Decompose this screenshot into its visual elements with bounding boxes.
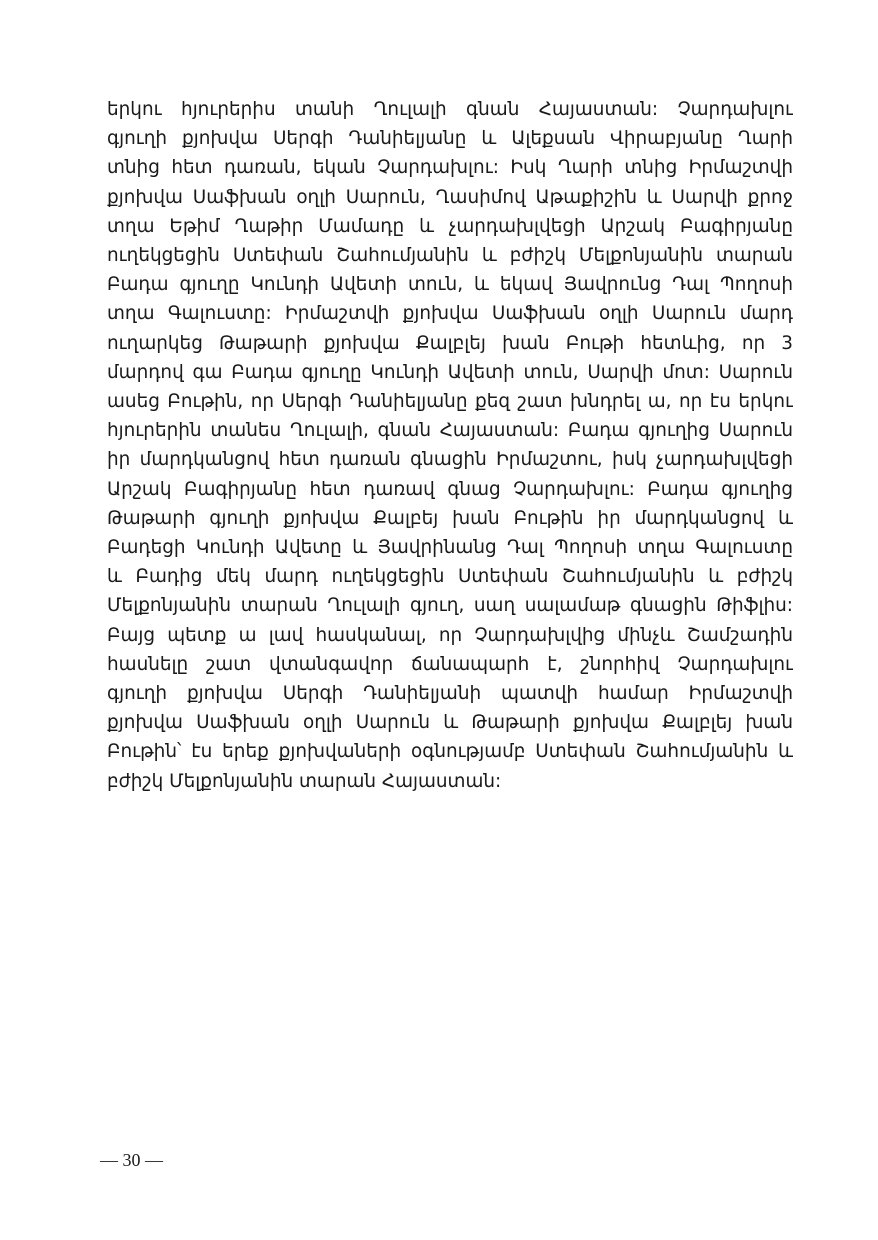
text-line: իր մարդկանցով հետ դառան գնացին Իրմաշտու, իսկ չարդախլվեցի bbox=[107, 449, 793, 471]
text-line: հասնելը շատ վտանգավոր ճանապարհ է, շնորհիվ Չարդախլու bbox=[107, 653, 793, 675]
text-line: տղա Եթիմ Ղաթիր Մամադը և չարդախլվեցի Արշակ Բագիրյանը bbox=[107, 215, 793, 237]
text-line: Բութին՝ էս երեք քյոխվաների օգնությամբ Ստեփան Շահումյանին և bbox=[107, 741, 793, 763]
text-line: ուղարկեց Թաթարի քյոխվա Քալբլեյ խան Բութի հետևից, որ 3 bbox=[107, 332, 793, 354]
text-line: քյոխվա Սաֆխան օղլի Սարուն և Թաթարի քյոխվա Քալբլեյ խան bbox=[107, 712, 793, 734]
body-paragraph bbox=[107, 95, 793, 796]
text-line: երկու հյուրերիս տանի Ղուլալի գնան Հայաստան: Չարդախլու bbox=[107, 99, 793, 120]
text-line: և Բադից մեկ մարդ ուղեկցեցին Ստեփան Շահումյանին և բժիշկ bbox=[107, 566, 793, 588]
text-line: Թաթարի գյուղի քյոխվա Քալբեյ խան Բութին իր մարդկանցով և bbox=[107, 507, 793, 529]
text-line: քյոխվա Սաֆխան օղլի Սարուն, Ղասիմով Աթաքիշին և Սարվի քրոջ bbox=[107, 186, 793, 208]
text-line: գյուղի քյոխվա Սերգի Դանիելյանը և Ալեքսան Վիրաբյանը Ղարի bbox=[107, 128, 793, 150]
text-line: Բադեցի Կունդի Ավետը և Յավրինանց Դալ Պողոսի տղա Գալուստը bbox=[107, 537, 793, 559]
text-line: Արշակ Բագիրյանը հետ դառավ գնաց Չարդախլու: Բադա գյուղից bbox=[107, 478, 793, 500]
text-line: տղա Գալուստը: Իրմաշտվի քյոխվա Սաֆխան օղլի Սարուն մարդ bbox=[107, 303, 793, 325]
text-line: բժիշկ Մելքոնյանին տարան Հայաստան: bbox=[107, 770, 502, 792]
text-line: ասեց Բութին, որ Սերգի Դանիելյանը քեզ շատ խնդրել ա, որ էս երկու bbox=[107, 391, 793, 413]
text-line: մարդով գա Բադա գյուղը Կունդի Ավետի տուն, Սարվի մոտ: Սարուն bbox=[107, 361, 793, 383]
text-line: հյուրերին տանես Ղուլալի, գնան Հայաստան: Բադա գյուղից Սարուն bbox=[107, 420, 793, 442]
text-line: Մելքոնյանին տարան Ղուլալի գյուղ, սաղ սալամաթ գնացին Թիֆլիս: bbox=[107, 595, 793, 617]
text-line: տնից հետ դառան, եկան Չարդախլու: Իսկ Ղարի տնից Իրմաշտվի bbox=[107, 157, 793, 179]
text-line: գյուղի քյոխվա Սերգի Դանիելյանի պատվի համար Իրմաշտվի bbox=[107, 683, 793, 705]
text-line: Բադա գյուղը Կունդի Ավետի տուն, և եկավ Յավրունց Դալ Պողոսի bbox=[107, 274, 793, 296]
text-line: Բայց պետք ա լավ հասկանալ, որ Չարդախլվից մինչև Շամշադին bbox=[107, 624, 793, 646]
page-number: — 30 — bbox=[100, 1150, 163, 1170]
text-line: ուղեկցեցին Ստեփան Շահումյանին և բժիշկ Մելքոնյանին տարան bbox=[107, 245, 793, 267]
